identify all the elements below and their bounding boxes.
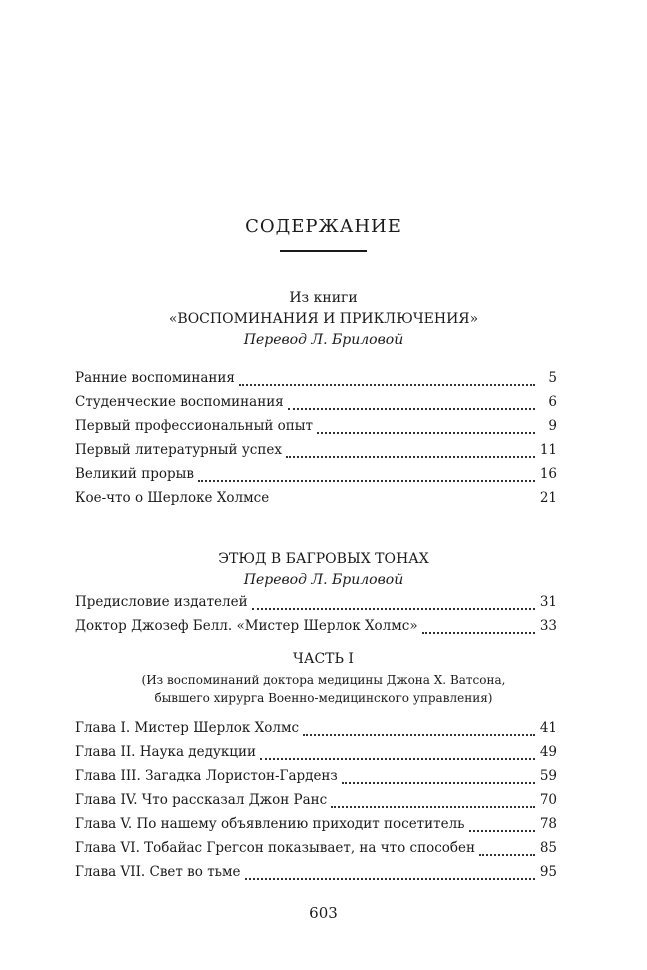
toc-entry[interactable] bbox=[75, 418, 557, 438]
toc-entry-label: Студенческие воспоминания bbox=[75, 394, 284, 410]
book1-title: «ВОСПОМИНАНИЯ И ПРИКЛЮЧЕНИЯ» bbox=[168, 311, 479, 327]
toc-entry[interactable] bbox=[75, 490, 557, 510]
toc-entry[interactable] bbox=[75, 792, 557, 812]
leader-dots bbox=[286, 455, 535, 458]
leader-dots bbox=[331, 805, 535, 808]
book1-translator: Перевод Л. Бриловой bbox=[243, 332, 404, 348]
leader-dots bbox=[422, 631, 535, 634]
toc-entry-label: Глава II. Наука дедукции bbox=[75, 744, 256, 760]
leader-dots bbox=[252, 607, 535, 610]
book2-title: ЭТЮД В БАГРОВЫХ ТОНАХ bbox=[218, 551, 429, 567]
toc-entry[interactable] bbox=[75, 394, 557, 414]
toc-entry[interactable] bbox=[75, 816, 557, 836]
toc-entry-label: Ранние воспоминания bbox=[75, 370, 235, 386]
leader-dots bbox=[288, 407, 535, 410]
toc-entry-label: Глава VI. Тобайас Грегсон показывает, на что способен bbox=[75, 840, 476, 856]
toc-entry-page: 31 bbox=[539, 594, 557, 610]
toc-entry-label: Первый литературный успех bbox=[75, 442, 282, 458]
toc-entry[interactable] bbox=[75, 768, 557, 788]
toc-entry-label: Глава III. Загадка Лористон-Гарденз bbox=[75, 768, 338, 784]
toc-entry-page: 95 bbox=[539, 864, 557, 880]
toc-entry-page: 78 bbox=[539, 816, 557, 832]
toc-entry[interactable] bbox=[75, 594, 557, 614]
page-number: 603 bbox=[309, 904, 338, 922]
part-subtitle-line1: (Из воспоминаний доктора медицины Джона Х. Ватсона, bbox=[141, 673, 506, 687]
leader-dots bbox=[303, 733, 535, 736]
toc-entry-page: 59 bbox=[539, 768, 557, 784]
toc-entry-label: Глава V. По нашему объявлению приходит посетитель bbox=[75, 816, 465, 832]
toc-entry-label: Предисловие издателей bbox=[75, 594, 248, 610]
toc-entry-label: Глава IV. Что рассказал Джон Ранс bbox=[75, 792, 328, 808]
toc-entry[interactable] bbox=[75, 864, 557, 884]
leader-dots bbox=[245, 877, 535, 880]
toc-entry[interactable] bbox=[75, 720, 557, 740]
toc-entry-page: 70 bbox=[539, 792, 557, 808]
leader-dots bbox=[239, 383, 535, 386]
leader-dots bbox=[198, 479, 535, 482]
toc-entry-page: 5 bbox=[548, 370, 557, 386]
toc-entry-label: Первый профессиональный опыт bbox=[75, 418, 313, 434]
leader-dots bbox=[317, 431, 535, 434]
toc-entry-page: 16 bbox=[539, 466, 557, 482]
part-title: ЧАСТЬ I bbox=[293, 651, 354, 667]
toc-entry-label: Доктор Джозеф Белл. «Мистер Шерлок Холмс» bbox=[75, 618, 418, 634]
toc-entry[interactable] bbox=[75, 744, 557, 764]
toc-entry[interactable] bbox=[75, 840, 557, 860]
toc-entry-page: 6 bbox=[548, 394, 557, 410]
toc-entry-page: 21 bbox=[539, 490, 557, 506]
leader-dots bbox=[469, 829, 535, 832]
part-subtitle-line2: бывшего хирурга Военно-медицинского управления) bbox=[154, 691, 493, 705]
leader-dots bbox=[479, 853, 535, 856]
leader-dots bbox=[260, 757, 535, 760]
toc-entry-label: Глава I. Мистер Шерлок Холмс bbox=[75, 720, 300, 736]
toc-entry[interactable] bbox=[75, 466, 557, 486]
toc-entry-label: Кое-что о Шерлоке Холмсе bbox=[75, 490, 270, 506]
leader-dots bbox=[342, 781, 535, 784]
title-underline bbox=[280, 250, 367, 252]
page-title: СОДЕРЖАНИЕ bbox=[245, 216, 402, 237]
toc-entry-page: 41 bbox=[539, 720, 557, 736]
book2-translator: Перевод Л. Бриловой bbox=[243, 572, 404, 588]
book1-intro: Из книги bbox=[289, 290, 358, 306]
toc-entry[interactable] bbox=[75, 370, 557, 390]
toc-entry[interactable] bbox=[75, 442, 557, 462]
toc-entry[interactable] bbox=[75, 618, 557, 638]
toc-entry-page: 33 bbox=[539, 618, 557, 634]
toc-entry-page: 11 bbox=[539, 442, 557, 458]
toc-entry-label: Великий прорыв bbox=[75, 466, 194, 482]
toc-entry-label: Глава VII. Свет во тьме bbox=[75, 864, 241, 880]
toc-entry-page: 49 bbox=[539, 744, 557, 760]
toc-entry-page: 9 bbox=[548, 418, 557, 434]
toc-entry-page: 85 bbox=[539, 840, 557, 856]
